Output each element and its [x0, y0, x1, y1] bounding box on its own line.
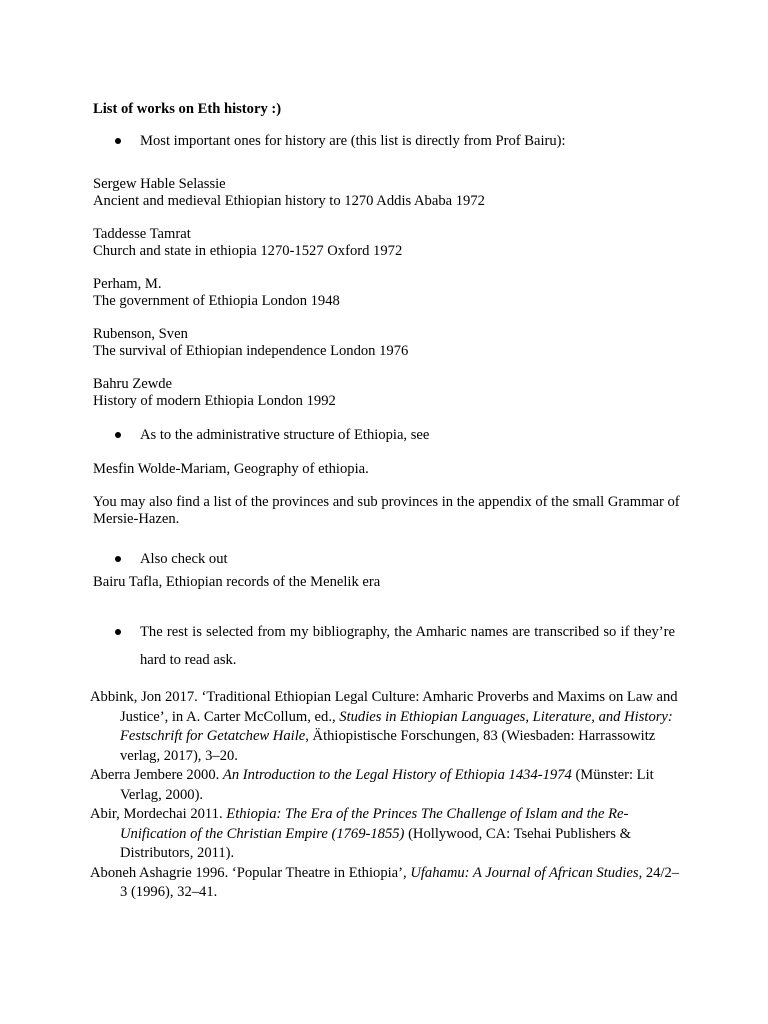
work-author: Sergew Hable Selassie: [93, 176, 226, 192]
check-reference: Bairu Tafla, Ethiopian records of the Menelik era: [93, 574, 381, 590]
work-author: Perham, M.: [93, 276, 162, 292]
ref-text: (Münster: Lit Verlag, 2000).: [120, 767, 654, 803]
bullet-text: Also check out: [140, 551, 228, 567]
bibliography: [90, 688, 680, 903]
work-entry: [93, 376, 336, 410]
bullet-icon: [115, 138, 121, 144]
bullet-item: [115, 618, 675, 674]
ref-text: Abir, Mordechai 2011.: [90, 806, 227, 822]
bibliography-entry: [90, 864, 680, 903]
work-entry: [93, 326, 408, 360]
provinces-note: You may also find a list of the provinces and sub provinces in the appendix of the small Grammar of Mersie-Hazen.: [93, 494, 680, 527]
ref-text: , 24/2–3 (1996), 32–41.: [120, 864, 680, 900]
work-entry: [93, 226, 402, 260]
work-author: Bahru Zewde: [93, 376, 173, 392]
work-entry: [93, 276, 340, 310]
work-title: The government of Ethiopia London 1948: [93, 293, 340, 309]
ref-title: Studies in Ethiopian Languages, Literature, and History: Festschrift for Getatchew Haile: [120, 708, 673, 744]
work-author: Rubenson, Sven: [93, 326, 188, 342]
work-entry: [93, 176, 485, 210]
bullet-icon: [115, 432, 121, 438]
bullet-text: The rest is selected from my bibliography, the Amharic names are transcribed so if they’re hard to read ask.: [140, 624, 675, 668]
bullet-icon: [115, 629, 121, 635]
bullet-text: Most important ones for history are (this list is directly from Prof Bairu):: [140, 133, 566, 149]
page-title: List of works on Eth history :): [93, 101, 282, 117]
bullet-text: As to the administrative structure of Ethiopia, see: [140, 427, 430, 443]
ref-text: Aberra Jembere 2000.: [90, 767, 223, 783]
ref-text: (Hollywood, CA: Tsehai Publishers & Distributors, 2011).: [120, 825, 631, 861]
ref-text: Abbink, Jon 2017. ‘Traditional Ethiopian Legal Culture: Amharic Proverbs and Maxims on Law and Justice’, in A. Carter McCollum, ed.,: [90, 689, 678, 725]
bullet-icon: [115, 556, 121, 562]
work-title: The survival of Ethiopian independence London 1976: [93, 343, 409, 359]
ref-text: , Äthiopistische Forschungen, 83 (Wiesbaden: Harrassowitz verlag, 2017), 3–20.: [120, 728, 656, 764]
ref-text: Aboneh Ashagrie 1996. ‘Popular Theatre in Ethiopia’,: [90, 864, 411, 881]
ref-title: Ufahamu: A Journal of African Studies: [410, 864, 639, 881]
ref-title: An Introduction to the Legal History of Ethiopia 1434-1974: [222, 767, 572, 783]
bibliography-entry: [90, 805, 680, 864]
work-title: Ancient and medieval Ethiopian history to 1270 Addis Ababa 1972: [93, 193, 485, 209]
bibliography-entry: [90, 688, 680, 766]
work-title: History of modern Ethiopia London 1992: [93, 393, 336, 409]
work-author: Taddesse Tamrat: [93, 226, 191, 242]
admin-reference: Mesfin Wolde-Mariam, Geography of ethiopia.: [93, 461, 369, 477]
ref-title: Ethiopia: The Era of the Princes The Challenge of Islam and the Re-Unification of the Christian Empire (1769-1855): [120, 806, 629, 842]
bibliography-entry: [90, 766, 680, 805]
work-title: Church and state in ethiopia 1270-1527 Oxford 1972: [93, 243, 403, 259]
